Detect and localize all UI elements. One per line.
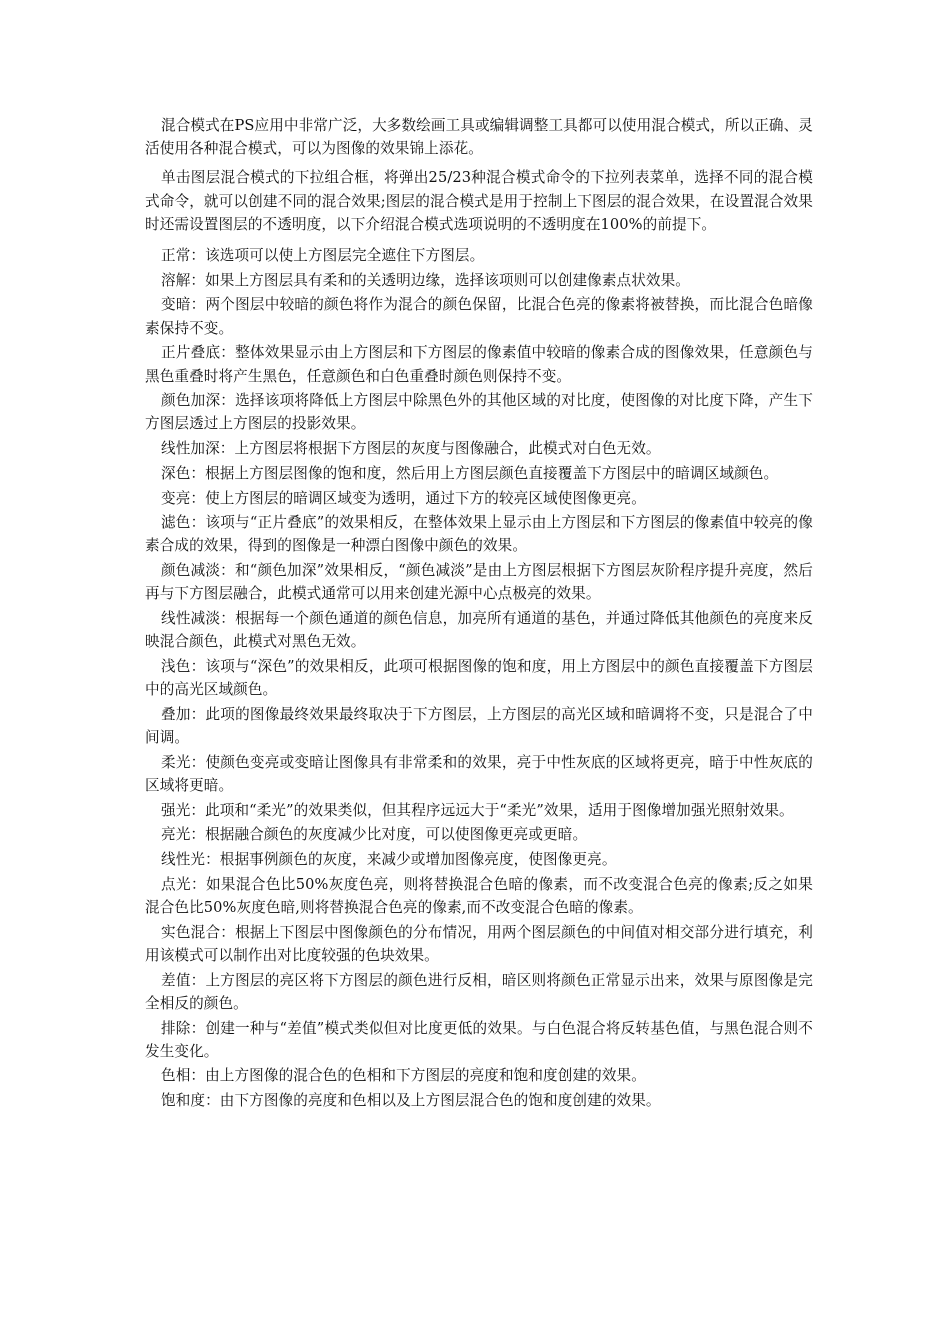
blend-mode-desc: 和“颜色加深”效果相反，“颜色减淡”是由上方图层根据下方图层灰阶程序提升亮度，然后再与下方图层融合，此模式通常可以用来创建光源中心点极亮的效果。	[145, 562, 813, 603]
blend-mode-desc: 根据上方图层图像的饱和度，然后用上方图层颜色直接覆盖下方图层中的暗调区域颜色。	[205, 464, 779, 482]
document-page	[145, 114, 813, 1114]
blend-mode-desc: 整体效果显示由上方图层和下方图层的像素值中较暗的像素合成的图像效果，任意颜色与黑色重叠时将产生黑色，任意颜色和白色重叠时颜色则保持不变。	[145, 344, 813, 385]
blend-mode-item	[145, 873, 813, 919]
blend-mode-item	[145, 969, 813, 1015]
blend-mode-desc: 上方图层将根据下方图层的灰度与图像融合，此模式对白色无效。	[234, 440, 661, 458]
blend-mode-desc: 如果混合色比50%灰度色亮，则将替换混合色暗的像素，而不改变混合色亮的像素;反之如果混合色比50%灰度色暗,则将替换混合色亮的像素,而不改变混合色暗的像素。	[145, 875, 813, 916]
blend-mode-item	[145, 559, 813, 605]
blend-mode-term: 线性减淡：	[161, 610, 236, 628]
blend-mode-term: 实色混合：	[161, 923, 236, 941]
intro-paragraph: 单击图层混合模式的下拉组合框，将弹出25/23种混合模式命令的下拉列表菜单，选择不同的混合模式命令，就可以创建不同的混合效果;图层的混合模式是用于控制上下图层的混合效果，在设置混合效果时还需设置图层的不透明度，以下介绍混合模式选项说明的不透明度在100%的前提下。	[145, 169, 813, 233]
blend-mode-term: 溶解：	[161, 271, 206, 289]
blend-mode-item	[145, 389, 813, 435]
blend-mode-desc: 该项与“深色”的效果相反，此项可根据图像的饱和度，用上方图层中的颜色直接覆盖下方图层中的高光区域颜色。	[145, 657, 814, 699]
blend-mode-item	[145, 1017, 813, 1063]
blend-mode-item	[145, 511, 813, 557]
blend-mode-item	[145, 293, 813, 339]
blend-mode-item	[145, 848, 813, 871]
blend-mode-term: 正片叠底：	[161, 344, 236, 362]
blend-mode-desc: 由上方图像的混合色的色相和下方图层的亮度和饱和度创建的效果。	[205, 1067, 646, 1085]
blend-mode-item	[145, 1089, 813, 1112]
blend-mode-term: 变暗：	[161, 296, 206, 314]
blend-mode-item	[145, 751, 813, 797]
blend-mode-desc: 使颜色变亮或变暗让图像具有非常柔和的效果，亮于中性灰底的区域将更亮，暗于中性灰底的区域将更暗。	[145, 753, 813, 794]
blend-mode-term: 滤色：	[161, 514, 206, 532]
blend-mode-desc: 此项和“柔光”的效果类似，但其程序远远大于“柔光”效果，适用于图像增加强光照射效果。	[205, 801, 794, 819]
blend-mode-item	[145, 269, 813, 292]
blend-mode-item	[145, 1064, 813, 1087]
blend-mode-item	[145, 437, 813, 460]
blend-mode-term: 线性光：	[161, 851, 220, 869]
blend-mode-item	[145, 799, 813, 822]
blend-mode-item	[145, 823, 813, 846]
blend-mode-term: 变亮：	[161, 489, 206, 507]
blend-mode-desc: 根据每一个颜色通道的颜色信息，加亮所有通道的基色，并通过降低其他颜色的亮度来反映混合颜色，此模式对黑色无效。	[145, 610, 813, 651]
blend-mode-desc: 两个图层中较暗的颜色将作为混合的颜色保留，比混合色亮的像素将被替换，而比混合色暗像素保持不变。	[145, 296, 813, 337]
blend-mode-term: 强光：	[161, 801, 206, 819]
blend-mode-desc: 此项的图像最终效果最终取决于下方图层，上方图层的高光区域和暗调将不变，只是混合了中间调。	[145, 705, 813, 747]
blend-mode-desc: 选择该项将降低上方图层中除黑色外的其他区域的对比度，使图像的对比度下降，产生下方图层透过上方图层的投影效果。	[145, 392, 813, 433]
blend-mode-term: 颜色减淡：	[161, 562, 235, 580]
blend-mode-item	[145, 703, 813, 749]
blend-mode-desc: 该项与“正片叠底”的效果相反，在整体效果上显示由上方图层和下方图层的像素值中较亮的像素合成的效果，得到的图像是一种漂白图像中颜色的效果。	[145, 514, 814, 555]
blend-mode-term: 深色：	[161, 464, 206, 482]
blend-mode-term: 叠加：	[161, 705, 206, 723]
blend-mode-term: 颜色加深：	[161, 392, 236, 410]
blend-mode-desc: 该选项可以使上方图层完全遮住下方图层。	[205, 247, 485, 265]
blend-mode-desc: 如果上方图层具有柔和的关透明边缘，选择该项则可以创建像素点状效果。	[205, 271, 690, 289]
blend-mode-list	[145, 244, 813, 1112]
blend-mode-term: 柔光：	[161, 753, 206, 771]
blend-mode-term: 浅色：	[161, 657, 206, 675]
blend-mode-term: 饱和度：	[161, 1092, 220, 1110]
blend-mode-term: 差值：	[161, 971, 206, 989]
intro-section	[145, 114, 813, 236]
blend-mode-item	[145, 244, 813, 267]
blend-mode-item	[145, 607, 813, 653]
blend-mode-desc: 由下方图像的亮度和色相以及上方图层混合色的饱和度创建的效果。	[219, 1092, 661, 1110]
intro-paragraph: 混合模式在PS应用中非常广泛，大多数绘画工具或编辑调整工具都可以使用混合模式，所以正确、灵活使用各种混合模式，可以为图像的效果锦上添花。	[145, 117, 813, 158]
blend-mode-term: 排除：	[161, 1019, 206, 1037]
blend-mode-desc: 上方图层的亮区将下方图层的颜色进行反相，暗区则将颜色正常显示出来，效果与原图像是完全相反的颜色。	[145, 971, 813, 1012]
blend-mode-item	[145, 341, 813, 387]
blend-mode-term: 亮光：	[161, 826, 206, 844]
blend-mode-term: 点光：	[161, 875, 206, 893]
blend-mode-term: 正常：	[161, 247, 206, 265]
blend-mode-item	[145, 655, 813, 701]
blend-mode-desc: 根据融合颜色的灰度减少比对度，可以使图像更亮或更暗。	[205, 826, 588, 844]
blend-mode-desc: 根据上下图层中图像颜色的分布情况，用两个图层颜色的中间值对相交部分进行填充，利用该模式可以制作出对比度较强的色块效果。	[145, 923, 813, 964]
blend-mode-item	[145, 487, 813, 510]
blend-mode-item	[145, 462, 813, 485]
blend-mode-term: 色相：	[161, 1067, 206, 1085]
blend-mode-item	[145, 921, 813, 967]
blend-mode-desc: 创建一种与“差值”模式类似但对比度更低的效果。与白色混合将反转基色值，与黑色混合则不发生变化。	[145, 1019, 814, 1060]
blend-mode-term: 线性加深：	[161, 440, 235, 458]
blend-mode-desc: 使上方图层的暗调区域变为透明，通过下方的较亮区域使图像更亮。	[205, 489, 646, 507]
blend-mode-desc: 根据事例颜色的灰度，来减少或增加图像亮度，使图像更亮。	[219, 851, 617, 869]
